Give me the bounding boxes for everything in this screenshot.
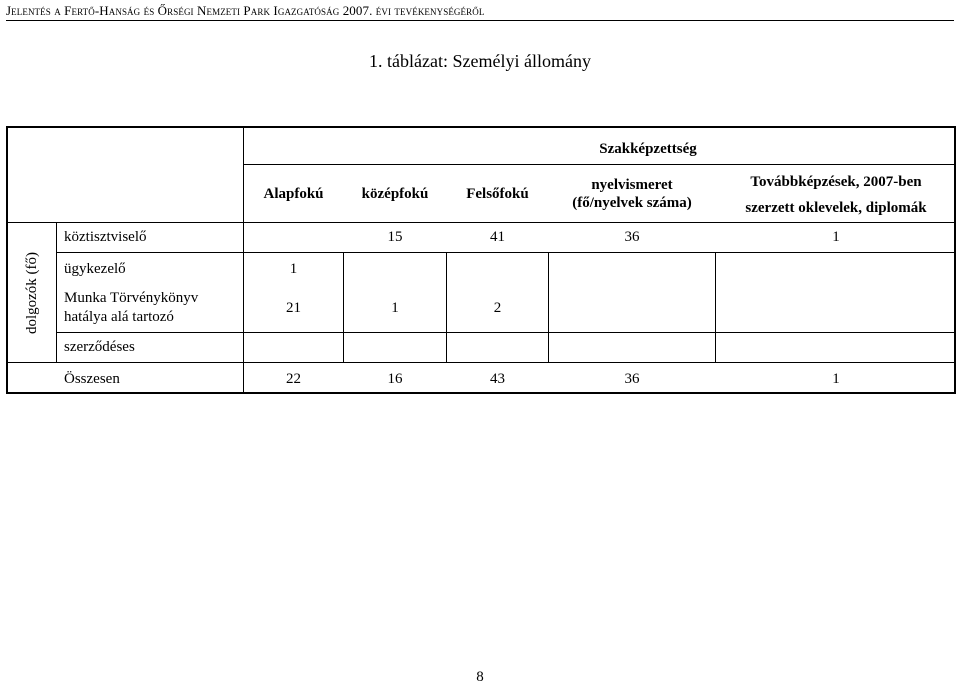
column-header-nyelv-line1: nyelvismeret bbox=[591, 177, 673, 193]
row-label-koztisztviselo: köztisztviselő bbox=[64, 229, 147, 245]
row-label-osszesen: Összesen bbox=[64, 371, 120, 387]
row-label-munka-line1: Munka Törvénykönyv bbox=[64, 290, 199, 306]
cell-koztisztviselo-kozepfoku: 15 bbox=[387, 229, 403, 245]
cell-ugykezelo-alapfoku: 1 bbox=[289, 261, 298, 277]
row-label-divider bbox=[56, 222, 57, 362]
cell-osszesen-tovabb: 1 bbox=[832, 371, 840, 387]
cell-koztisztviselo-felsofoku: 41 bbox=[490, 229, 505, 245]
row-label-szerzodeses: szerződéses bbox=[64, 339, 135, 355]
cell-koztisztviselo-tovabb: 1 bbox=[832, 229, 840, 245]
cell-osszesen-kozepfoku: 16 bbox=[387, 371, 403, 387]
column-header-alapfoku: Alapfokú bbox=[263, 186, 324, 202]
page-number: 8 bbox=[476, 669, 484, 685]
column-header-nyelv-line2: (fő/nyelvek száma) bbox=[572, 195, 692, 211]
cell-koztisztviselo-nyelv: 36 bbox=[624, 229, 640, 245]
total-top-rule bbox=[8, 362, 956, 363]
column-divider bbox=[715, 252, 716, 362]
group-header-rule bbox=[243, 164, 956, 165]
group-header: Szakképzettség bbox=[599, 141, 697, 157]
column-header-tovabb-line1: Továbbképzések, 2007-ben bbox=[750, 174, 922, 190]
cell-munka-alapfoku: 21 bbox=[286, 300, 301, 316]
running-header: Jelentés a Fertő-Hanság és Őrségi Nemzeti Park Igazgatóság 2007. évi tevékenységéről bbox=[6, 3, 485, 18]
row-rule bbox=[56, 252, 956, 253]
cell-munka-kozepfoku: 1 bbox=[391, 300, 399, 316]
column-header-tovabb-line2: szerzett oklevelek, diplomák bbox=[745, 200, 927, 216]
column-header-kozepfoku: középfokú bbox=[361, 186, 429, 202]
cell-osszesen-alapfoku: 22 bbox=[286, 371, 301, 387]
header-bottom-rule bbox=[8, 222, 956, 223]
cell-osszesen-nyelv: 36 bbox=[624, 371, 640, 387]
table-caption: 1. táblázat: Személyi állomány bbox=[369, 51, 591, 71]
cell-osszesen-felsofoku: 43 bbox=[490, 371, 505, 387]
row-group-label: dolgozók (fő) bbox=[24, 251, 40, 335]
row-label-ugykezelo: ügykezelő bbox=[64, 261, 126, 277]
column-divider bbox=[548, 252, 549, 362]
row-label-munka-line2: hatálya alá tartozó bbox=[64, 309, 174, 325]
row-rule bbox=[56, 332, 956, 333]
column-header-felsofoku: Felsőfokú bbox=[466, 186, 529, 202]
header-rule bbox=[6, 20, 954, 21]
cell-munka-felsofoku: 2 bbox=[493, 300, 502, 316]
staff-table bbox=[6, 126, 956, 394]
